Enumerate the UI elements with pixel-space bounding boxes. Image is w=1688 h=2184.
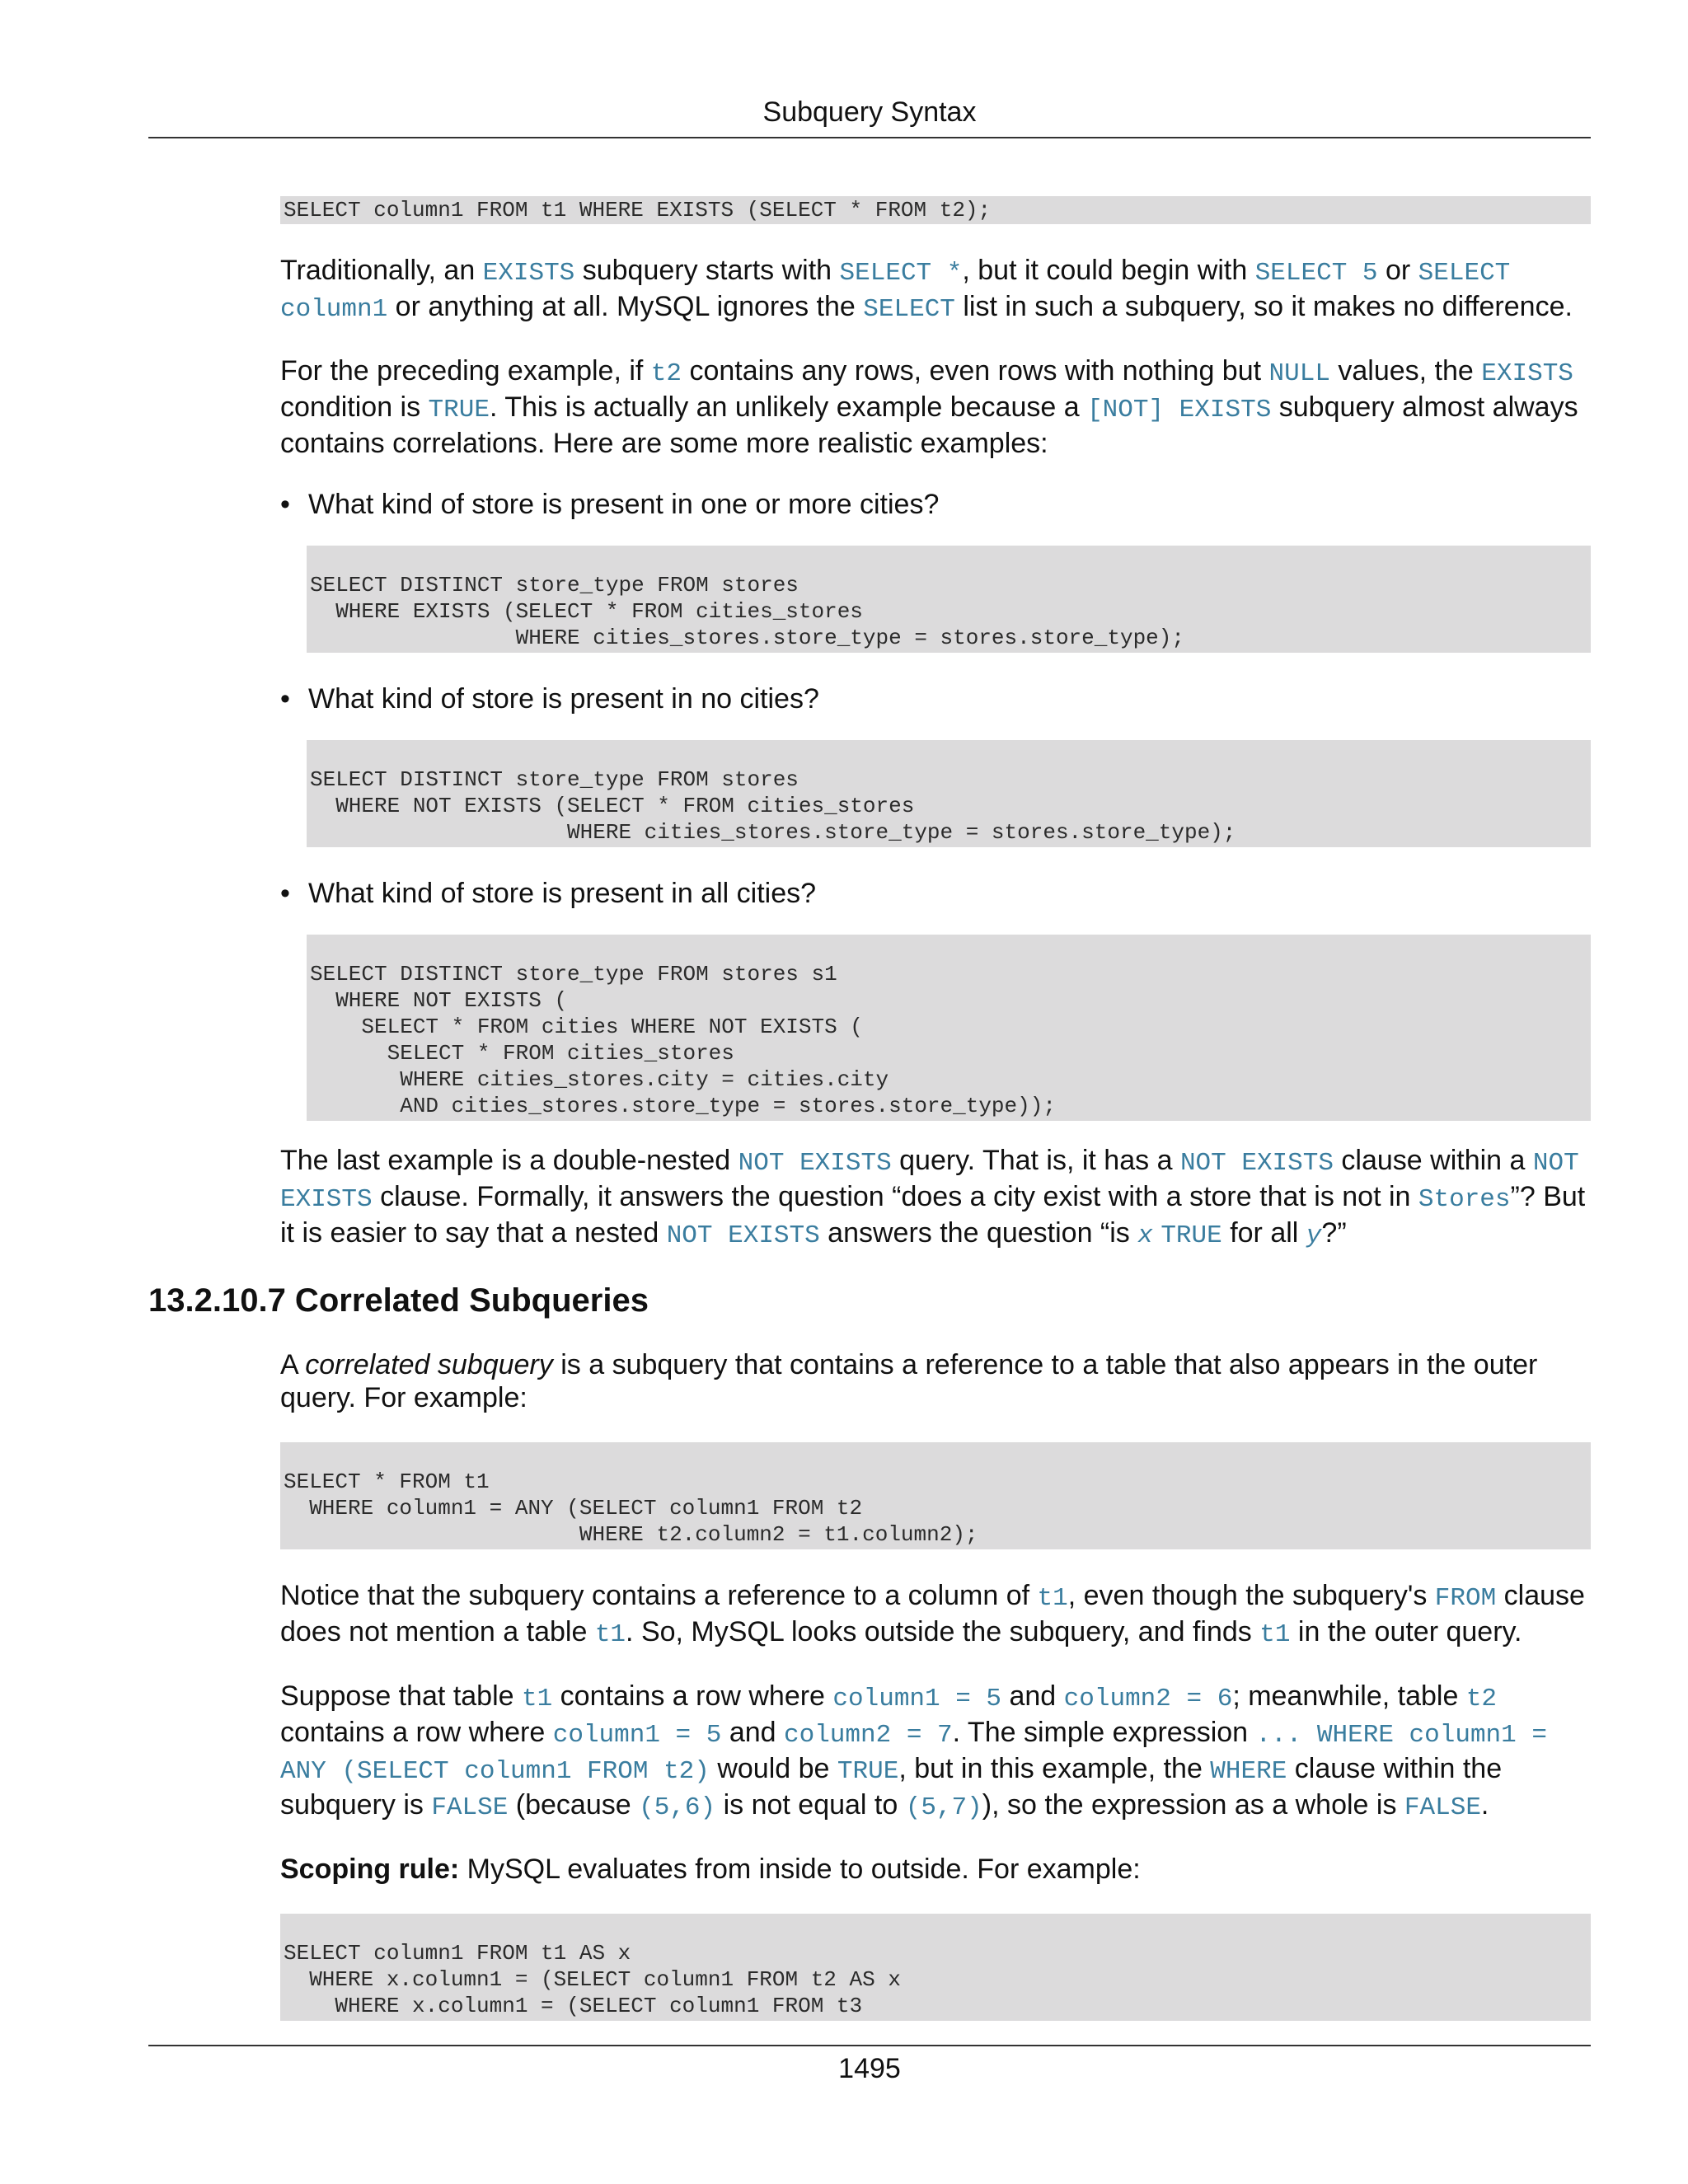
bullet-item: • What kind of store is present in no cities?: [280, 683, 819, 715]
bullet-icon: •: [280, 489, 290, 520]
code-block-all-cities: SELECT DISTINCT store_type FROM stores s1 WHERE NOT EXISTS ( SELECT * FROM cities WHERE NOT EXISTS ( SELECT * FROM cities_stores WHERE cities_stores.city = cities.city AND cities_stores.store_type = stores.store_type));: [307, 935, 1591, 1121]
code-block-one-or-more-cities: SELECT DISTINCT store_type FROM stores WHERE EXISTS (SELECT * FROM cities_stores WHERE cities_stores.store_type = stores.store_type);: [307, 546, 1591, 653]
paragraph-scoping-rule: Scoping rule: MySQL evaluates from inside to outside. For example:: [280, 1854, 1141, 1885]
page-number: 1495: [838, 2053, 901, 2084]
code-block-no-cities: SELECT DISTINCT store_type FROM stores WHERE NOT EXISTS (SELECT * FROM cities_stores WHERE cities_stores.store_type = stores.store_type);: [307, 740, 1591, 847]
footer-rule: [148, 2045, 1591, 2046]
paragraph-suppose: Suppose that table t1 contains a row where column1 = 5 and column2 = 6; meanwhile, table t2 contains a row where column1 = 5 and column2 = 7. The simple expression ... WHERE column1 = ANY (SELECT column1 FROM t2) would be TRUE, but in this example, the WHERE clause within the subquery is FALSE (because (5,6) is not equal to (5,7)), so the expression as a whole is FALSE.: [280, 1680, 1547, 1822]
code-block-correlated-example: SELECT * FROM t1 WHERE column1 = ANY (SELECT column1 FROM t2 WHERE t2.column2 = t1.column2);: [280, 1442, 1591, 1549]
header-rule: [148, 137, 1591, 138]
paragraph-traditionally: Traditionally, an EXISTS subquery starts with SELECT *, but it could begin with SELECT 5 or SELECT column1 or anything at all. MySQL ignores the SELECT list in such a subquery, so it makes no difference.: [280, 255, 1573, 324]
bullet-icon: •: [280, 683, 290, 715]
paragraph-preceding-example: For the preceding example, if t2 contains any rows, even rows with nothing but NULL values, the EXISTS condition is TRUE. This is actually an unlikely example because a [NOT] EXISTS subquery almost always contains correlations. Here are some more realistic examples:: [280, 355, 1578, 459]
bullet-item: • What kind of store is present in one or more cities?: [280, 489, 940, 520]
page-header-title: Subquery Syntax: [762, 96, 977, 128]
section-heading: 13.2.10.7 Correlated Subqueries: [148, 1282, 649, 1319]
paragraph-double-nested: The last example is a double-nested NOT EXISTS query. That is, it has a NOT EXISTS clause within a NOT EXISTS clause. Formally, it answers the question “does a city exist with a store that is not in Stores”? But it is easier to say that a nested NOT EXISTS answers the question “is x TRUE for all y?”: [280, 1145, 1586, 1250]
code-block-exists: SELECT column1 FROM t1 WHERE EXISTS (SELECT * FROM t2);: [280, 196, 1591, 224]
code-block-scoping-example: SELECT column1 FROM t1 AS x WHERE x.column1 = (SELECT column1 FROM t2 AS x WHERE x.column1 = (SELECT column1 FROM t3: [280, 1914, 1591, 2021]
paragraph-correlated-definition: A correlated subquery is a subquery that contains a reference to a table that also appears in the outer query. For example:: [280, 1349, 1538, 1413]
paragraph-notice: Notice that the subquery contains a reference to a column of t1, even though the subquery's FROM clause does not mention a table t1. So, MySQL looks outside the subquery, and finds t1 in the outer query.: [280, 1580, 1585, 1649]
bullet-item: • What kind of store is present in all cities?: [280, 878, 817, 909]
bullet-icon: •: [280, 878, 290, 909]
page-content: [148, 196, 1591, 2021]
